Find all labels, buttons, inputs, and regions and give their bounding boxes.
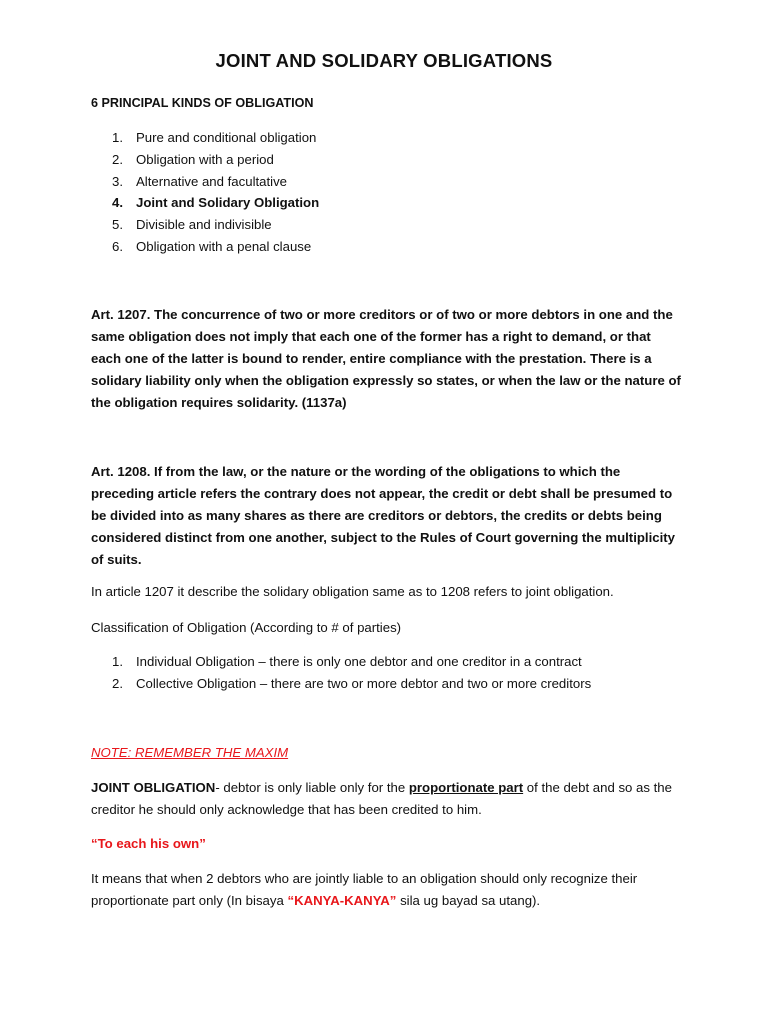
- classification-heading: Classification of Obligation (According to # of parties): [91, 620, 402, 635]
- list-item-highlighted: 4. Joint and Solidary Obligation: [112, 195, 320, 211]
- list-item: 2. Collective Obligation – there are two or more debtor and two or more creditors: [112, 675, 592, 691]
- list-item: 5. Divisible and indivisible: [112, 217, 272, 233]
- list-item: 3. Alternative and facultative: [112, 173, 288, 189]
- article-comparison-note: In article 1207 it describe the solidary obligation same as to 1208 refers to joint obligation.: [91, 584, 614, 599]
- maxim-explanation: It means that when 2 debtors who are jointly liable to an obligation should only recognize their proportionate part only (In bisaya “KANYA-KANYA” sila ug bayad sa utang).: [91, 871, 638, 908]
- article-1208: Art. 1208. If from the law, or the nature or the wording of the obligations to which the preceding article refers the contrary does not appear, the credit or debt shall be presumed to be divided into as many shares as there are creditors or debtors, the credits or debts being considered distinct from one another, subject to the Rules of Court governing the multiplicity of suits.: [91, 464, 675, 567]
- list-item: 2. Obligation with a period: [112, 151, 274, 167]
- principal-kinds-list: [91, 127, 319, 258]
- kanya-kanya-emphasis: “KANYA-KANYA”: [287, 893, 397, 908]
- document-title: JOINT AND SOLIDARY OBLIGATIONS: [215, 50, 553, 71]
- maxim-note: NOTE: REMEMBER THE MAXIM: [91, 745, 289, 760]
- classification-list: [91, 651, 591, 695]
- list-item: 6. Obligation with a penal clause: [112, 238, 312, 254]
- maxim-quote: “To each his own”: [91, 836, 206, 851]
- joint-obligation-term: JOINT OBLIGATION: [91, 780, 216, 795]
- article-1207: Art. 1207. The concurrence of two or more creditors or of two or more debtors in one and the same obligation does not imply that each one of the former has a right to demand, or that each one of the latter is bound to render, entire compliance with the prestation. There is a solidary liability only when the obligation expressly so states, or when the law or the nature of the obligation requires solidarity. (1137a): [91, 307, 681, 410]
- list-item: 1. Pure and conditional obligation: [112, 130, 317, 145]
- principal-kinds-heading: 6 PRINCIPAL KINDS OF OBLIGATION: [91, 96, 314, 110]
- proportionate-part-emphasis: proportionate part: [408, 780, 524, 795]
- list-item: 1. Individual Obligation – there is only one debtor and one creditor in a contract: [112, 654, 582, 669]
- joint-obligation-definition: JOINT OBLIGATION- debtor is only liable only for the proportionate part of the debt and so as the creditor he should only acknowledge that has been credited to him.: [91, 780, 672, 817]
